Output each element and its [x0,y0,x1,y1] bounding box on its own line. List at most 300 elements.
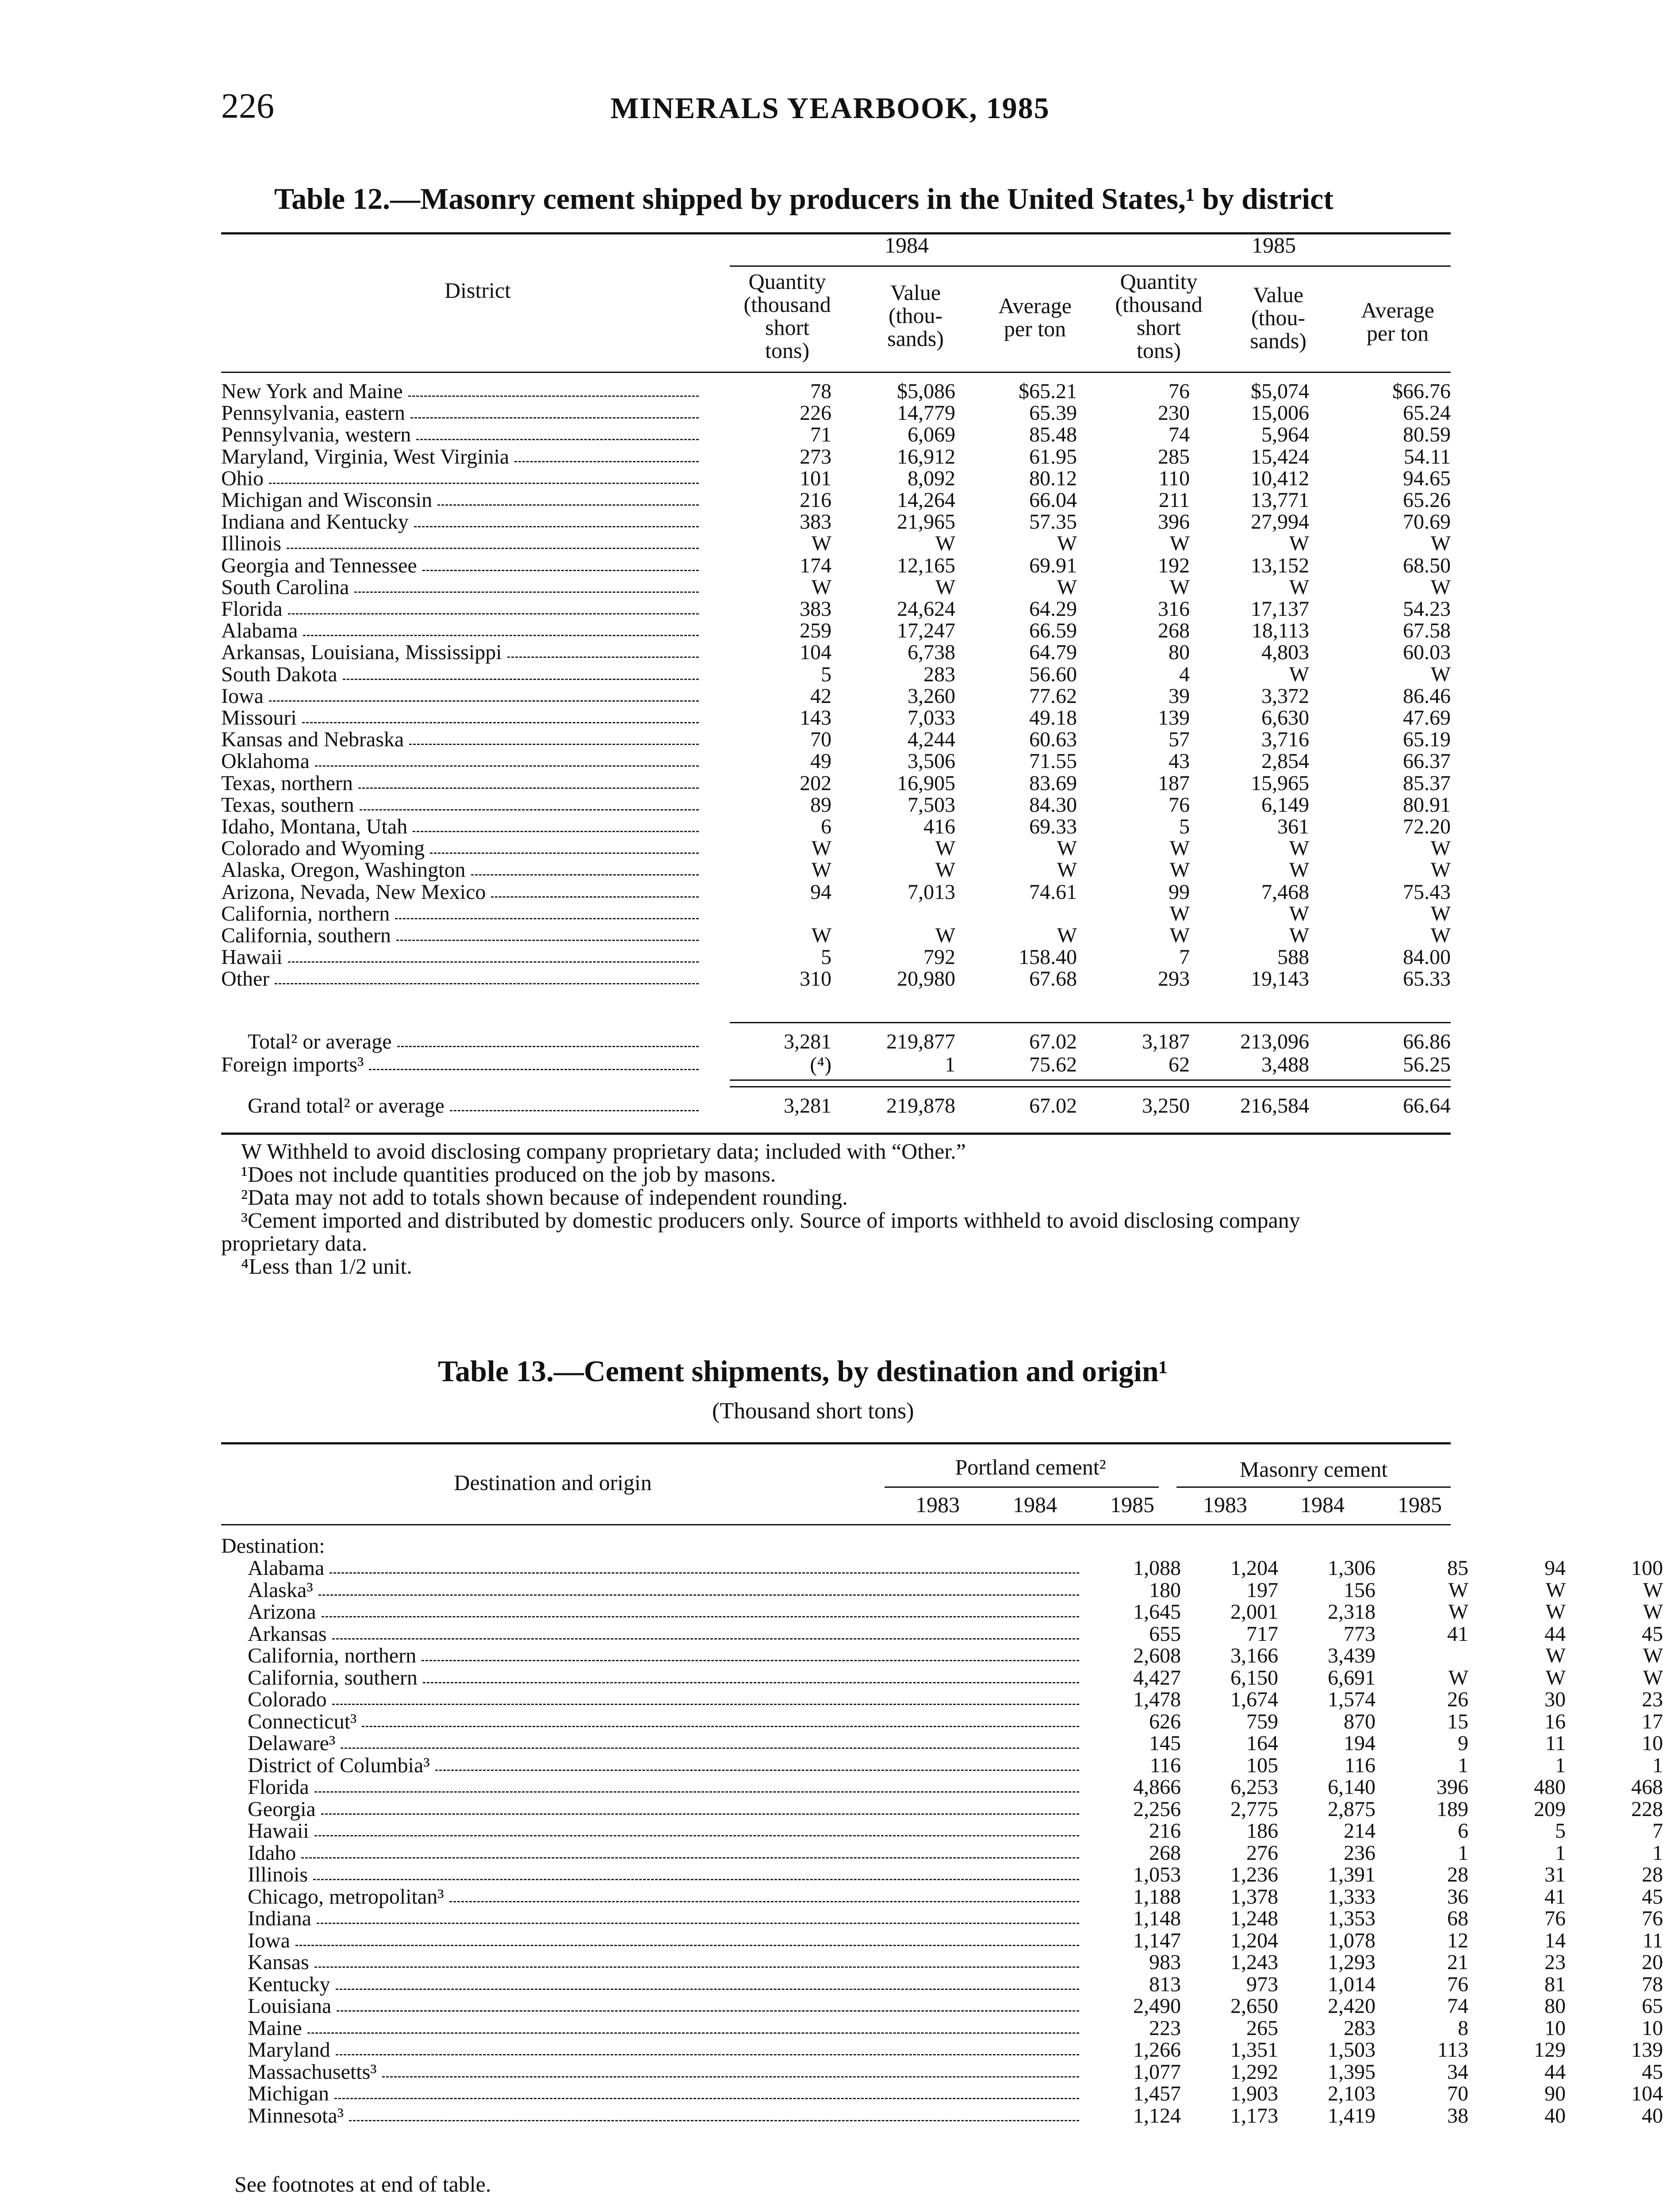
cell-value: 396 [1437,1775,1468,1799]
cell-value: 5,964 [1261,423,1309,447]
cell-value: $65.21 [1019,380,1077,403]
district-row [221,641,1451,664]
cell-value: 85 [1447,1556,1468,1580]
district-row [221,946,1451,968]
cell-value: W [1057,837,1077,860]
cell-value: 383 [800,597,832,621]
cell-value: 65.26 [1403,488,1451,512]
cell-value: 23 [1544,1951,1566,1974]
row-label: Other [221,967,270,991]
destination-row [221,2016,1663,2040]
cell-value: 72.20 [1403,815,1451,838]
cell-value: 71.55 [1029,749,1077,773]
cell-value: 65.39 [1029,401,1077,425]
cell-value: 13,152 [1251,553,1309,577]
year-header-1985: 1985 [1252,233,1296,257]
cell-value: W [935,575,955,599]
cell-value: 1 [1555,1841,1566,1865]
col-header-value-1985: Value (thou- sands) [1250,282,1307,353]
cell-value: 1,266 [1133,2038,1181,2062]
cell-value: W [1430,662,1451,686]
district-row [221,772,1451,795]
cell-value: 187 [1158,771,1190,795]
cell-value: 68 [1447,1907,1468,1930]
cell-value: 1,419 [1328,2104,1376,2128]
district-row [221,380,1451,403]
cell-value: 283 [923,662,955,686]
cell-value: 276 [1246,1841,1278,1865]
cell-value: 80.12 [1029,466,1077,490]
cell-value: 211 [1158,488,1190,512]
cell-value: 6 [1458,1819,1468,1843]
col-header-value-1984: Value (thou- sands) [887,280,944,351]
footnote: proprietary data. [221,1231,368,1256]
district-row [221,750,1451,772]
cell-value: 1,378 [1230,1885,1278,1909]
cell-value: 1,391 [1328,1863,1376,1886]
cell-value: 5 [1555,1819,1566,1843]
row-label: South Carolina [221,575,349,599]
year-header: 1984 [1013,1492,1057,1517]
destination-row [221,1972,1663,1996]
cell-value: 16,905 [897,771,955,795]
cell-value: 4,427 [1133,1666,1181,1690]
cell-value: 396 [1158,510,1190,534]
cell-value: 717 [1246,1622,1278,1646]
destination-row [221,1709,1663,1733]
dot-leader [430,853,699,854]
cell-value: 16 [1544,1709,1566,1733]
dot-leader [318,1594,1079,1596]
cell-value: 17,247 [897,619,955,643]
cell-value: 1,457 [1133,2082,1181,2105]
cell-value: W [1289,858,1309,882]
row-label: Maryland [248,2038,330,2062]
year-header: 1985 [1110,1492,1154,1517]
dot-leader [307,2032,1079,2034]
cell-value: W [1289,902,1309,926]
cell-value: 1,078 [1328,1928,1376,1952]
cell-value: 62 [1169,1053,1190,1076]
cell-value: 80.91 [1403,793,1451,817]
cell-value: W [1430,532,1451,556]
row-label: Iowa [221,684,264,708]
cell-value: 265 [1246,2016,1278,2040]
cell-value: 3,166 [1230,1644,1278,1667]
dot-leader [332,1704,1079,1705]
cell-value: 813 [1149,1972,1181,1996]
cell-value: 1,053 [1133,1863,1181,1886]
cell-value: 8 [1458,2016,1468,2040]
district-row [221,489,1451,511]
cell-value: 27,994 [1251,510,1309,534]
group-header-portland: Portland cement² [955,1455,1106,1479]
district-row [221,446,1451,468]
cell-value: W [1057,924,1077,947]
cell-value: 104 [1631,2082,1663,2105]
cell-value: 1,124 [1133,2104,1181,2128]
cell-value: 14,779 [897,401,955,425]
cell-value: W [1643,1666,1663,1690]
cell-value: 236 [1344,1841,1376,1865]
cell-value: W [1169,532,1190,556]
cell-value: 15 [1447,1709,1468,1733]
cell-value: 7 [1652,1819,1663,1843]
cell-value: 15,006 [1251,401,1309,425]
dot-leader [369,1069,699,1070]
destination-row [221,1775,1663,1799]
cell-value: 2,775 [1230,1797,1278,1821]
row-label: Idaho [248,1841,296,1865]
cell-value: 7,013 [908,880,955,904]
cell-value: 113 [1437,2038,1468,2062]
dot-leader [336,1989,1079,1990]
cell-value: 86.46 [1403,684,1451,708]
cell-value: 1,503 [1328,2038,1376,2062]
year-header: 1984 [1300,1492,1345,1517]
cell-value: 1,014 [1328,1972,1376,1996]
cell-value: 3,281 [784,1094,832,1118]
dot-leader [423,1682,1079,1683]
district-row [221,816,1451,838]
cell-value: 202 [800,771,832,795]
cell-value: 2,854 [1261,749,1309,773]
cell-value: 1,148 [1133,1907,1181,1930]
cell-value: 6,069 [908,423,955,447]
cell-value: 773 [1344,1622,1376,1646]
cell-value: 76 [1544,1907,1566,1930]
cell-value: W [1448,1666,1468,1690]
cell-value: 23 [1642,1688,1663,1711]
cell-value: 259 [800,619,832,643]
cell-value: 39 [1169,684,1190,708]
cell-value: 94 [810,880,832,904]
cell-value: 66.86 [1403,1030,1451,1053]
cell-value: 3,250 [1142,1094,1190,1118]
footnote: ³Cement imported and distributed by domestic producers only. Source of imports withheld to avoid disclosing company [241,1208,1300,1233]
cell-value: 1,903 [1230,2082,1278,2105]
cell-value: 10 [1544,2016,1566,2040]
row-label: Kansas and Nebraska [221,728,404,752]
district-row [221,468,1451,490]
cell-value: W [1289,532,1309,556]
cell-value: 310 [800,967,832,991]
cell-value: 273 [800,445,832,469]
year-header: 1983 [916,1492,960,1517]
row-label: Colorado [248,1688,327,1711]
cell-value: 66.64 [1403,1094,1451,1118]
cell-value: 4,803 [1261,641,1309,664]
district-row [221,511,1451,533]
destination-row [221,1753,1663,1777]
cell-value: 870 [1344,1709,1376,1733]
dot-leader [314,1966,1079,1968]
cell-value: 75.62 [1029,1053,1077,1076]
cell-value: W [1169,858,1190,882]
cell-value: 228 [1631,1797,1663,1821]
row-label: Alaska³ [248,1578,313,1602]
cell-value: 145 [1149,1732,1181,1755]
cell-value: 8,092 [908,466,955,490]
cell-value: W [1169,837,1190,860]
cell-value: 2,608 [1133,1644,1181,1667]
dot-leader [321,1813,1079,1815]
cell-value: 3,281 [784,1030,832,1053]
cell-value: W [1289,662,1309,686]
footnote: W Withheld to avoid disclosing company proprietary data; included with “Other.” [241,1139,966,1164]
cell-value: W [935,924,955,947]
cell-value: 24,624 [897,597,955,621]
col-header-quantity-1984: Quantity (thousand short tons) [743,269,831,363]
destination-row [221,1885,1663,1909]
cell-value: 230 [1158,401,1190,425]
cell-value: (⁴) [810,1053,832,1076]
cell-value: 1,645 [1133,1600,1181,1624]
cell-value: 1,077 [1133,2060,1181,2084]
cell-value: 1 [1555,1753,1566,1777]
cell-value: 31 [1544,1863,1566,1886]
cell-value: 76 [1642,1907,1663,1930]
dot-leader [410,417,699,419]
cell-value: 219,878 [886,1094,955,1118]
cell-value: 13,771 [1251,488,1309,512]
cell-value: 216,584 [1240,1094,1309,1118]
row-label: California, southern [248,1666,418,1690]
dot-leader [354,591,699,593]
cell-value: 67.02 [1029,1094,1077,1118]
cell-value: 19,143 [1251,967,1309,991]
district-row [221,707,1451,729]
cell-value: 7,033 [908,706,955,730]
cell-value: 81 [1544,1972,1566,1996]
district-row [221,903,1451,925]
cell-value: W [1430,837,1451,860]
dot-leader [437,504,699,506]
cell-value: 1 [1652,1753,1663,1777]
cell-value: 316 [1158,597,1190,621]
table-rule [221,1524,1451,1525]
district-row [221,794,1451,816]
cell-value: 54.23 [1403,597,1451,621]
dot-leader [275,983,699,984]
cell-value: 40 [1544,2104,1566,2128]
col-header-destination: Destination and origin [454,1470,652,1495]
cell-value: 6,738 [908,641,955,664]
cell-value: 49 [810,749,832,773]
cell-value: 223 [1149,2016,1181,2040]
cell-value: 139 [1158,706,1190,730]
district-row [221,620,1451,642]
dot-leader [396,940,699,941]
row-label: Alabama [221,619,298,643]
row-label: California, southern [221,924,391,947]
table-rule [1176,1486,1451,1488]
cell-value: 11 [1545,1732,1566,1755]
col-header-quantity-1985: Quantity (thousand short tons) [1115,269,1203,363]
cell-value: 65.33 [1403,967,1451,991]
dot-leader [334,2098,1079,2099]
row-label: Chicago, metropolitan³ [248,1885,444,1909]
cell-value: 67.58 [1403,619,1451,643]
cell-value: 41 [1544,1885,1566,1909]
cell-value: 2,318 [1328,1600,1376,1624]
cell-value: 156 [1344,1578,1376,1602]
cell-value: 28 [1447,1863,1468,1886]
total-row [221,1031,1451,1053]
cell-value: 74 [1447,1994,1468,2018]
cell-value: 116 [1344,1753,1376,1777]
dot-leader [422,570,699,571]
cell-value: 57 [1169,728,1190,752]
cell-value: 1,333 [1328,1885,1376,1909]
district-row [221,837,1451,860]
cell-value: 6,150 [1230,1666,1278,1690]
cell-value: 1,243 [1230,1951,1278,1974]
cell-value: W [811,532,832,556]
cell-value: 480 [1534,1775,1566,1799]
row-label: Illinois [221,532,282,556]
cell-value: 42 [810,684,832,708]
table-rule [730,265,1451,267]
dot-leader [397,1046,699,1047]
row-label: New York and Maine [221,380,403,403]
destination-row [221,1863,1663,1886]
cell-value: $66.76 [1392,380,1451,403]
destination-row [221,1994,1663,2018]
cell-value: 20 [1642,1951,1663,1974]
cell-value: 1 [1652,1841,1663,1865]
destination-row [221,1644,1663,1667]
cell-value: 83.69 [1029,771,1077,795]
cell-value: 268 [1149,1841,1181,1865]
cell-value: W [1545,1644,1566,1667]
cell-value: 361 [1277,815,1309,838]
destination-row [221,1819,1663,1843]
cell-value: W [1430,902,1451,926]
district-row [221,859,1451,881]
cell-value: 75.43 [1403,880,1451,904]
cell-value: 10 [1642,1732,1663,1755]
destination-row [221,1951,1663,1974]
cell-value: 416 [923,815,955,838]
destination-row [221,1907,1663,1930]
cell-value: 1,395 [1328,2060,1376,2084]
row-label: Hawaii [248,1819,309,1843]
footnote: ⁴Less than 1/2 unit. [241,1254,412,1279]
dot-leader [449,1901,1079,1902]
dot-leader [288,613,699,614]
cell-value: 1,204 [1230,1556,1278,1580]
destination-row [221,1578,1663,1602]
cell-value: 66.37 [1403,749,1451,773]
cell-value: 34 [1447,2060,1468,2084]
dot-leader [507,657,699,658]
dot-leader [414,526,699,527]
table-rule [221,1133,1451,1135]
row-label: Texas, northern [221,771,353,795]
cell-value: 3,372 [1261,684,1309,708]
cell-value: W [935,858,955,882]
cell-value: 143 [800,706,832,730]
row-label: Alabama [248,1556,325,1580]
cell-value: 110 [1158,466,1190,490]
dot-leader [314,1835,1079,1836]
cell-value: 66.59 [1029,619,1077,643]
cell-value: 57.35 [1029,510,1077,534]
dot-leader [360,809,699,810]
cell-value: 216 [800,488,832,512]
col-header-average-1985: Average per ton [1361,298,1434,346]
cell-value: 60.03 [1403,641,1451,664]
row-label: Indiana [248,1907,311,1930]
row-label: Grand total² or average [248,1094,444,1118]
cell-value: 1,204 [1230,1928,1278,1952]
destination-row [221,1688,1663,1711]
district-row [221,555,1451,577]
cell-value: 1,292 [1230,2060,1278,2084]
cell-value: 189 [1437,1797,1468,1821]
row-label: Massachusetts³ [248,2060,377,2084]
cell-value: 56.60 [1029,662,1077,686]
cell-value: 20,980 [897,967,955,991]
cell-value: W [1057,575,1077,599]
cell-value: 10 [1642,2016,1663,2040]
cell-value: 1,293 [1328,1951,1376,1974]
cell-value: 44 [1544,1622,1566,1646]
cell-value: W [1643,1578,1663,1602]
cell-value: 5 [821,945,832,969]
dot-leader [409,744,699,745]
cell-value: 2,001 [1230,1600,1278,1624]
cell-value: 38 [1447,2104,1468,2128]
cell-value: 17,137 [1251,597,1309,621]
table-rule [221,372,1451,373]
district-row [221,968,1451,990]
cell-value: 588 [1277,945,1309,969]
cell-value: 216 [1149,1819,1181,1843]
district-row [221,925,1451,947]
cell-value: 105 [1246,1753,1278,1777]
dot-leader [362,1726,1079,1727]
dot-leader [471,874,699,876]
cell-value: 759 [1246,1709,1278,1733]
cell-value: 45 [1642,1622,1663,1646]
destination-row [221,2038,1663,2062]
dot-leader [313,1879,1079,1880]
dot-leader [295,1945,1079,1946]
cell-value: 26 [1447,1688,1468,1711]
cell-value: 43 [1169,749,1190,773]
dot-leader [358,787,699,789]
row-label: Indiana and Kentucky [221,510,409,534]
cell-value: 80.59 [1403,423,1451,447]
year-header: 1985 [1398,1492,1442,1517]
row-label: Arizona, Nevada, New Mexico [221,880,486,904]
cell-value: 983 [1149,1951,1181,1974]
dot-leader [301,1857,1079,1859]
cell-value: 76 [1169,793,1190,817]
cell-value: W [1289,924,1309,947]
dot-leader [435,1770,1079,1771]
cell-value: W [1057,858,1077,882]
destination-row [221,1841,1663,1865]
cell-value: 21 [1447,1951,1468,1974]
group-header-masonry: Masonry cement [1239,1457,1388,1482]
cell-value: 15,965 [1251,771,1309,795]
row-label: Iowa [248,1928,290,1952]
cell-value: 1 [1458,1841,1468,1865]
dot-leader [336,2054,1079,2055]
